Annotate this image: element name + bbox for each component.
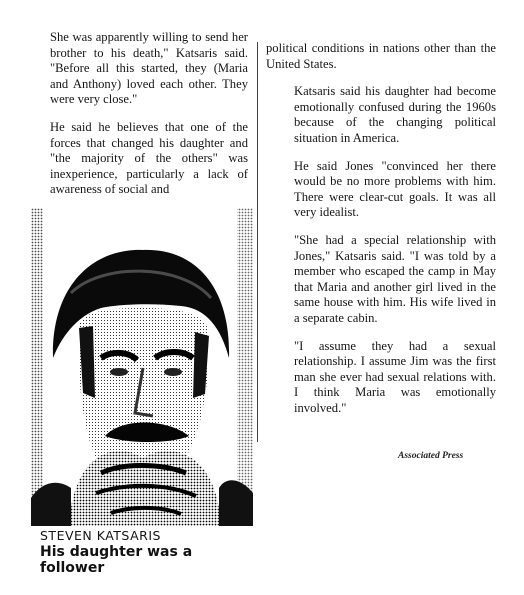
article-paragraph: political conditions in nations other than the United States.	[266, 41, 496, 71]
article-paragraph: He said he believes that one of the forces that changed his daughter and "the majority of the others" was inexperience, particularly a lack of awareness of social and	[50, 119, 248, 197]
portrait-illustration	[31, 208, 253, 526]
article-paragraph: She was apparently willing to send her brother to his death," Katsaris said. "Before all this started, they (Maria and Anthony) loved each other. They were very close."	[50, 30, 248, 107]
article-paragraph: He said Jones "convinced her there would be no more problems with him. There were clear-cut goals. It was all very idealist.	[294, 158, 496, 220]
photo-caption	[40, 528, 254, 576]
column-divider	[257, 42, 258, 442]
caption-subtitle: His daughter was a follower	[40, 544, 193, 576]
caption-name: STEVEN KATSARIS	[40, 528, 161, 543]
article-paragraph: "I assume they had a sexual relationship. I assume Jim was the first man she ever had sexual relations with. I think Maria was emotionally involved."	[294, 338, 496, 415]
article-paragraph: "She had a special relationship with Jones," Katsaris said. "I was told by a member who escaped the camp in May that Maria and another girl lived in the same house with him. His wife lived in a separate cabin.	[294, 232, 496, 325]
right-column	[266, 41, 496, 428]
portrait-photo	[31, 208, 253, 526]
article-paragraph: Katsaris said his daughter had become emotionally confused during the 1960s because of the changing political situation in America.	[294, 84, 496, 145]
left-column	[22, 30, 248, 210]
photo-credit: Associated Press	[398, 451, 464, 461]
